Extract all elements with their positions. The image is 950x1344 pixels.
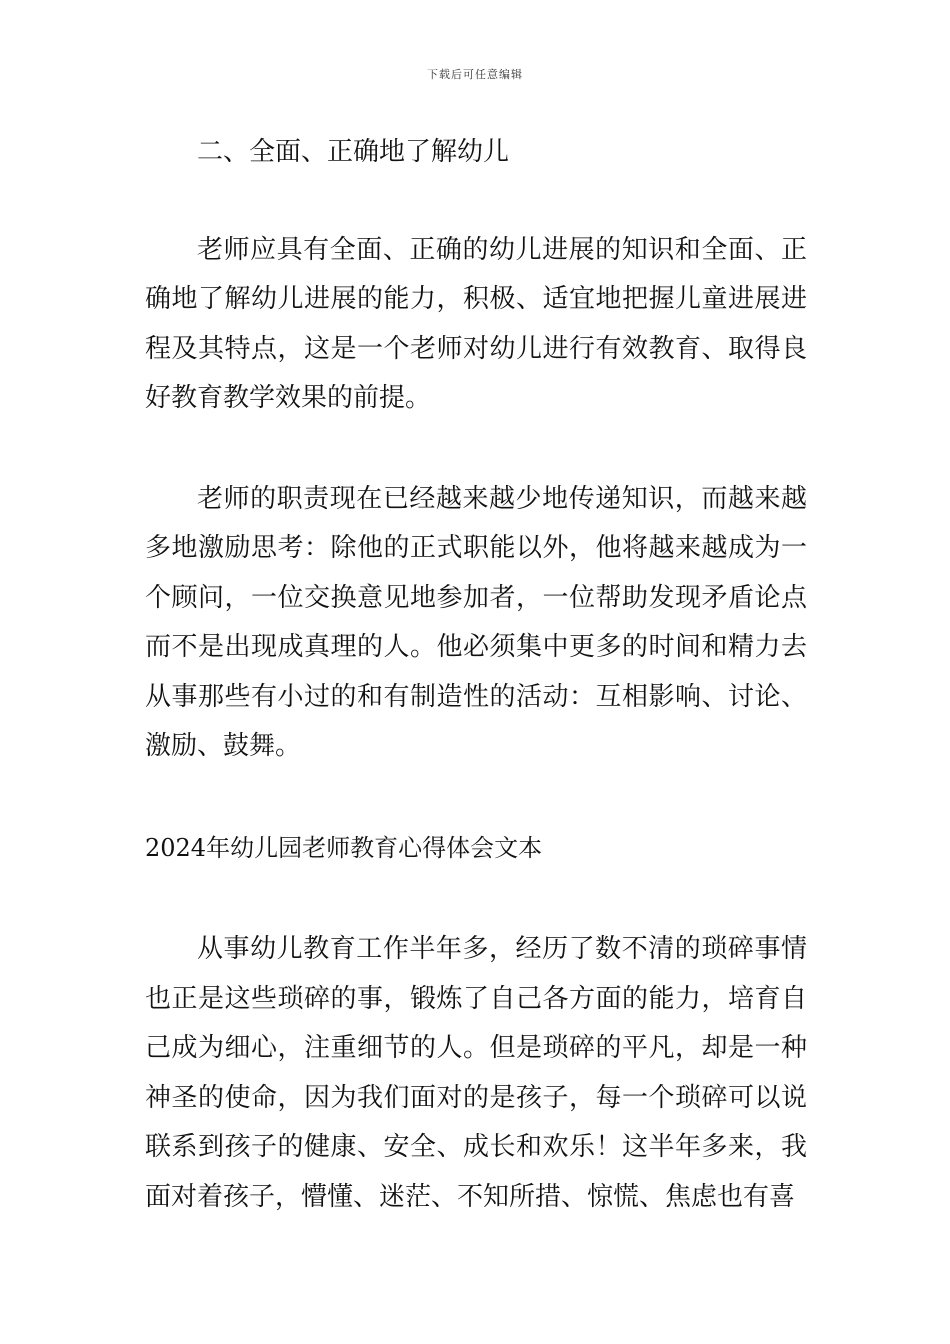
- document-body: [145, 128, 807, 1222]
- paragraph-understanding-children: 老师应具有全面、正确的幼儿进展的知识和全面、正确地了解幼儿进展的能力，积极、适宜地把握儿童进展进程及其特点，这是一个老师对幼儿进行有效教育、取得良好教育教学效果的前提。: [145, 234, 807, 413]
- page-header-note: 下载后可任意编辑: [427, 68, 523, 81]
- section-heading: 二、全面、正确地了解幼儿: [197, 137, 510, 167]
- document-title: 2024年幼儿园老师教育心得体会文本: [145, 833, 543, 862]
- paragraph-experience: 从事幼儿教育工作半年多，经历了数不清的琐碎事情也正是这些琐碎的事，锻炼了自己各方面的能力，培育自己成为细心，注重细节的人。但是琐碎的平凡，却是一种神圣的使命，因为我们面对的是孩子，每一个琐碎可以说联系到孩子的健康、安全、成长和欢乐！这半年多来，我面对着孩子，懵懂、迷茫、不知所措、惊慌、焦虑也有喜: [145, 934, 807, 1212]
- paragraph-teacher-duties: 老师的职责现在已经越来越少地传递知识，而越来越多地激励思考：除他的正式职能以外，他将越来越成为一个顾问，一位交换意见地参加者，一位帮助发现矛盾论点而不是出现成真理的人。他必须集中更多的时间和精力去从事那些有小过的和有制造性的活动：互相影响、讨论、激励、鼓舞。: [145, 483, 807, 761]
